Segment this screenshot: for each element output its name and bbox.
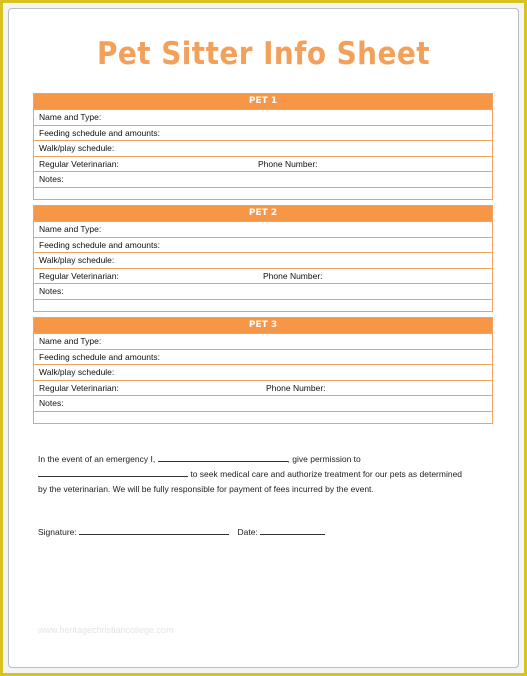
feeding-label: Feeding schedule and amounts: — [39, 239, 160, 250]
phone-label: Phone Number: — [266, 382, 326, 393]
vet-label: Regular Veterinarian: — [39, 382, 119, 393]
walk-row[interactable] — [34, 252, 492, 268]
notes-row[interactable] — [34, 283, 492, 299]
signature-section — [38, 525, 325, 537]
notes-label: Notes: — [39, 286, 64, 297]
walk-label: Walk/play schedule: — [39, 367, 115, 378]
permission-text-3: to seek medical care and authorize treatment for our pets as determined — [188, 469, 463, 479]
pet-1-header: PET 1 — [34, 94, 492, 109]
notes-blank-row[interactable] — [34, 299, 492, 311]
sitter-name-line[interactable] — [38, 467, 188, 477]
name-type-label: Name and Type: — [39, 112, 102, 122]
walk-label: Walk/play schedule: — [39, 255, 115, 266]
feeding-row[interactable] — [34, 237, 492, 253]
notes-blank-row[interactable] — [34, 187, 492, 199]
feeding-label: Feeding schedule and amounts: — [39, 351, 160, 362]
walk-row[interactable] — [34, 364, 492, 380]
vet-row[interactable] — [34, 268, 492, 284]
pet-2-table — [33, 205, 493, 312]
phone-label: Phone Number: — [258, 158, 318, 169]
notes-blank-row[interactable] — [34, 411, 492, 423]
notes-label: Notes: — [39, 398, 64, 409]
vet-row[interactable] — [34, 380, 492, 396]
name-type-label: Name and Type: — [39, 336, 102, 346]
name-type-row[interactable] — [34, 333, 492, 349]
signature-label: Signature: — [38, 527, 77, 537]
name-type-row[interactable] — [34, 221, 492, 237]
permission-paragraph — [38, 452, 498, 497]
notes-row[interactable] — [34, 395, 492, 411]
pet-2-header: PET 2 — [34, 206, 492, 221]
date-label: Date: — [237, 527, 258, 537]
permission-text-2: , give permission to — [287, 454, 361, 464]
vet-label: Regular Veterinarian: — [39, 158, 119, 169]
watermark: www.heritagechristiancollege.com — [38, 625, 174, 635]
pet-1-table — [33, 93, 493, 200]
feeding-row[interactable] — [34, 125, 492, 141]
name-type-label: Name and Type: — [39, 224, 102, 234]
vet-row[interactable] — [34, 156, 492, 172]
signature-line[interactable] — [79, 525, 229, 535]
guardian-name-line[interactable] — [158, 452, 288, 462]
notes-label: Notes: — [39, 174, 64, 185]
page-title: Pet Sitter Info Sheet — [97, 36, 431, 72]
vet-label: Regular Veterinarian: — [39, 270, 119, 281]
permission-text-1: In the event of an emergency I, — [38, 454, 158, 464]
phone-label: Phone Number: — [263, 270, 323, 281]
feeding-label: Feeding schedule and amounts: — [39, 127, 160, 138]
walk-row[interactable] — [34, 140, 492, 156]
feeding-row[interactable] — [34, 349, 492, 365]
pet-3-header: PET 3 — [34, 318, 492, 333]
walk-label: Walk/play schedule: — [39, 143, 115, 154]
date-line[interactable] — [260, 525, 325, 535]
pet-3-table — [33, 317, 493, 424]
permission-text-4: by the veterinarian. We will be fully responsible for payment of fees incurred by the event. — [38, 484, 374, 494]
notes-row[interactable] — [34, 171, 492, 187]
name-type-row[interactable] — [34, 109, 492, 125]
